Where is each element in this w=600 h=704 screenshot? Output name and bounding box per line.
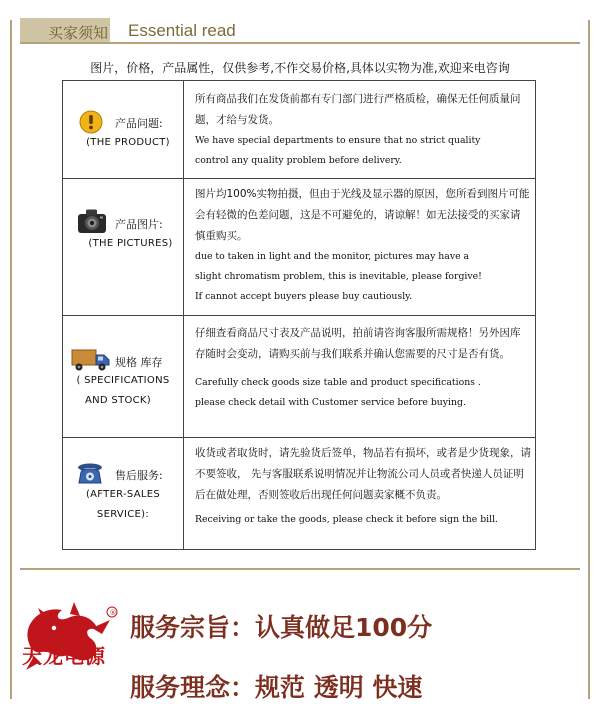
truck-icon [71, 347, 111, 373]
notice-subtitle: 图片，价格，产品属性，仅供参考,不作交易价格,具体以实物为准,欢迎来电咨询 [90, 61, 510, 75]
row-label-en: ( SPECIFICATIONS [76, 375, 170, 386]
registered-mark: ® [109, 609, 117, 617]
label-cell [63, 437, 183, 549]
row-text-zh-line: 不要签收， 先与客服联系说明情况并让物流公司人员或者快递人员证明 [195, 468, 524, 480]
content-cell [195, 323, 531, 445]
header-title-en: Essential read [128, 21, 236, 40]
row-text-zh-line: 仔细查看商品尺寸表及产品说明，拍前请咨询客服所需规格！另外因库 [195, 327, 521, 339]
row-label-en: (THE PRODUCT) [86, 137, 170, 148]
frame-left [10, 20, 12, 699]
label-cell [63, 81, 183, 178]
notice-table [62, 80, 536, 550]
table-row-specifications [63, 315, 535, 438]
frame-right [588, 20, 590, 699]
row-text-zh-line: 图片均100%实物拍摄，但由于光线及显示器的原因，您所看到图片可能 [195, 188, 530, 200]
exclamation-icon [79, 110, 103, 134]
column-divider [183, 437, 184, 549]
header [20, 12, 580, 42]
table-row-product [63, 81, 535, 179]
table-row-pictures [63, 178, 535, 316]
header-divider [20, 42, 580, 44]
row-text-en-line: If cannot accept buyers please buy cautiously. [195, 291, 413, 302]
row-text-en-line: control any quality problem before delivery. [195, 155, 402, 166]
telephone-icon [75, 459, 105, 485]
column-divider [183, 178, 184, 315]
section-divider [20, 568, 580, 570]
row-label-zh: 规格 库存 [115, 356, 163, 369]
row-label-zh: 产品图片: [115, 218, 163, 231]
row-label-en: SERVICE): [96, 509, 150, 520]
label-cell [63, 315, 183, 437]
row-text-zh-line: 所有商品我们在发货前都有专门部门进行严格质检，确保无任何质量问 [195, 93, 521, 105]
row-label-zh: 售后服务: [115, 469, 163, 482]
column-divider [183, 315, 184, 437]
slogan-mission: 服务宗旨：认真做足100分 [130, 613, 433, 642]
row-text-en-line: please check detail with Customer service before buying. [195, 397, 466, 408]
row-text-zh-line: 会有轻微的色差问题，这是不可避免的，请谅解！如无法接受的买家请 [195, 209, 521, 221]
column-divider [183, 81, 184, 178]
content-cell [195, 184, 531, 321]
table-row-after-sales [63, 437, 535, 549]
row-text-en-line: We have special departments to ensure that no strict quality [195, 135, 481, 146]
slogan-philosophy: 服务理念：规范 透明 快速 [130, 673, 423, 702]
content-cell [195, 89, 531, 186]
row-text-zh-line: 存随时会变动，请购买前与我们联系并确认您需要的尺寸是否有货。 [195, 348, 510, 360]
row-label-en: (AFTER-SALES [85, 489, 161, 500]
label-cell [63, 178, 183, 315]
row-text-en-line: Receiving or take the goods, please check it before sign the bill. [195, 514, 499, 525]
row-label-zh: 产品问题: [115, 117, 163, 130]
row-label-en: (THE PICTURES) [88, 238, 173, 249]
row-label-en: AND STOCK) [85, 395, 151, 406]
row-text-en-line: due to taken in light and the monitor, pictures may have a [195, 251, 470, 262]
row-text-zh-line: 慎重购买。 [195, 230, 248, 242]
logo-text: 天龙电源 [22, 644, 106, 668]
row-text-zh-line: 后在做处理，否则签收后出现任何问题卖家概不负责。 [195, 489, 447, 501]
row-text-zh-line: 题，才给与发货。 [195, 114, 279, 126]
camera-icon [77, 208, 107, 234]
header-title-zh: 买家须知 [48, 24, 109, 42]
row-text-en-line: Carefully check goods size table and product specifications . [195, 377, 481, 388]
row-text-zh-line: 收货或者取货时，请先验货后签单，物品若有损坏，或者是少货现象，请 [195, 447, 531, 459]
content-cell [195, 443, 531, 555]
row-text-en-line: slight chromatism problem, this is inevitable, please forgive! [195, 271, 482, 282]
